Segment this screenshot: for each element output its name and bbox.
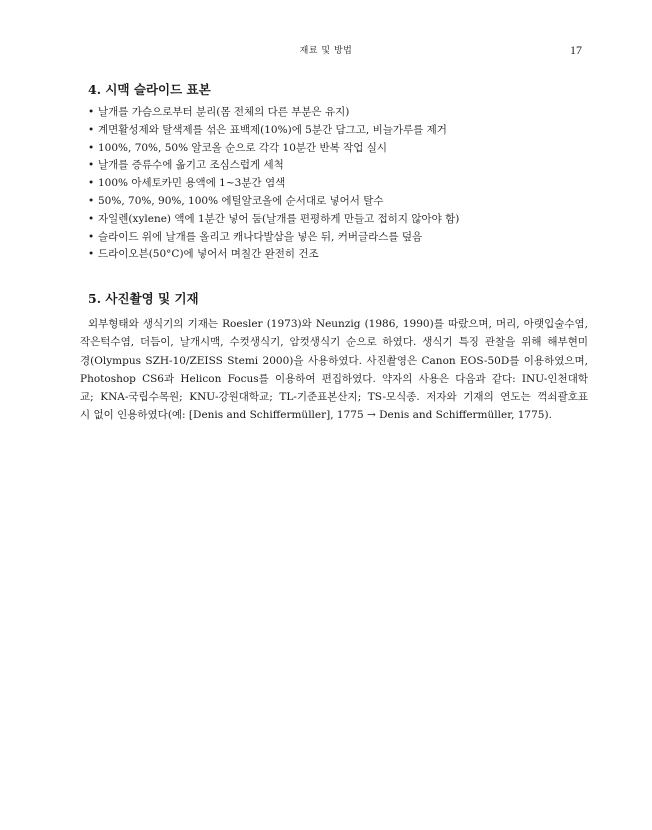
list-item: • 계면활성제와 탈색제를 섞은 표백제(10%)에 5분간 담그고, 비늘가루를 제거 [88, 122, 598, 140]
running-header-title: 재료 및 방법 [299, 46, 353, 56]
list-item: • 자일렌(xylene) 액에 1분간 넣어 둠(날개를 편평하게 만들고 접히지 않아야 함) [88, 211, 598, 229]
paragraph-line: 경(Olympus SZH-10/ZEISS Stemi 2000)을 사용하였다. 사진촬영은 Canon EOS-50D를 이용하였으며, [80, 354, 588, 367]
list-item: • 50%, 70%, 90%, 100% 에틸알코올에 순서대로 넣어서 탈수 [88, 193, 598, 211]
procedure-list [88, 104, 598, 264]
bullet-icon: • [88, 248, 95, 261]
bullet-icon: • [88, 230, 95, 243]
bullet-icon: • [88, 212, 95, 225]
section-5-paragraph [80, 315, 588, 425]
bullet-icon: • [88, 106, 95, 118]
list-item: • 100% 아세토카민 용액에 1~3분간 염색 [88, 175, 598, 193]
paragraph-line: 시 없이 인용하였다(예: [Denis and Schiffermüller], 1775 → Denis and Schiffermüller, 1775). [80, 409, 552, 422]
list-item: • 드라이오븐(50°C)에 넣어서 며칠간 완전히 건조 [88, 246, 598, 264]
section-4-heading: 4. 시맥 슬라이드 표본 [88, 82, 211, 97]
bullet-icon: • [88, 177, 95, 190]
bullet-icon: • [88, 194, 95, 207]
section-4-heading-wrap [88, 80, 588, 98]
paragraph-line: 교; KNA-국립수목원; KNU-강원대학교; TL-기준표본산지; TS-모식종. 저자와 기재의 연도는 꺽쇠괄호표 [80, 391, 588, 404]
paragraph-line: 작은턱수염, 더듬이, 날개시맥, 수컷생식기, 암컷생식기 순으로 하였다. 생식기 특징 관찰을 위해 해부현미 [80, 336, 588, 349]
bullet-icon: • [88, 141, 95, 154]
list-item: • 날개를 가슴으로부터 분리(몸 전체의 다른 부분은 유지) [88, 104, 598, 122]
section-5-heading-wrap [88, 289, 588, 307]
list-item: • 100%, 70%, 50% 알코올 순으로 각각 10분간 반복 작업 실시 [88, 140, 598, 158]
paragraph-line: 외부형태와 생식기의 기재는 Roesler (1973)와 Neunzig (1986, 1990)를 따랐으며, 머리, 아랫입술수염, [88, 318, 588, 330]
bullet-icon: • [88, 159, 95, 172]
page-number: 17 [570, 43, 582, 57]
list-item: • 날개를 증류수에 옮기고 조심스럽게 세척 [88, 157, 598, 175]
paragraph-line: Photoshop CS6과 Helicon Focus를 이용하여 편집하였다. 약자의 사용은 다음과 같다: INU-인천대학 [80, 372, 588, 385]
bullet-icon: • [88, 123, 95, 136]
list-item: • 슬라이드 위에 날개를 올리고 캐나다발삼을 넣은 뒤, 커버글라스를 덮음 [88, 229, 598, 247]
section-5-heading: 5. 사진촬영 및 기재 [88, 291, 199, 306]
